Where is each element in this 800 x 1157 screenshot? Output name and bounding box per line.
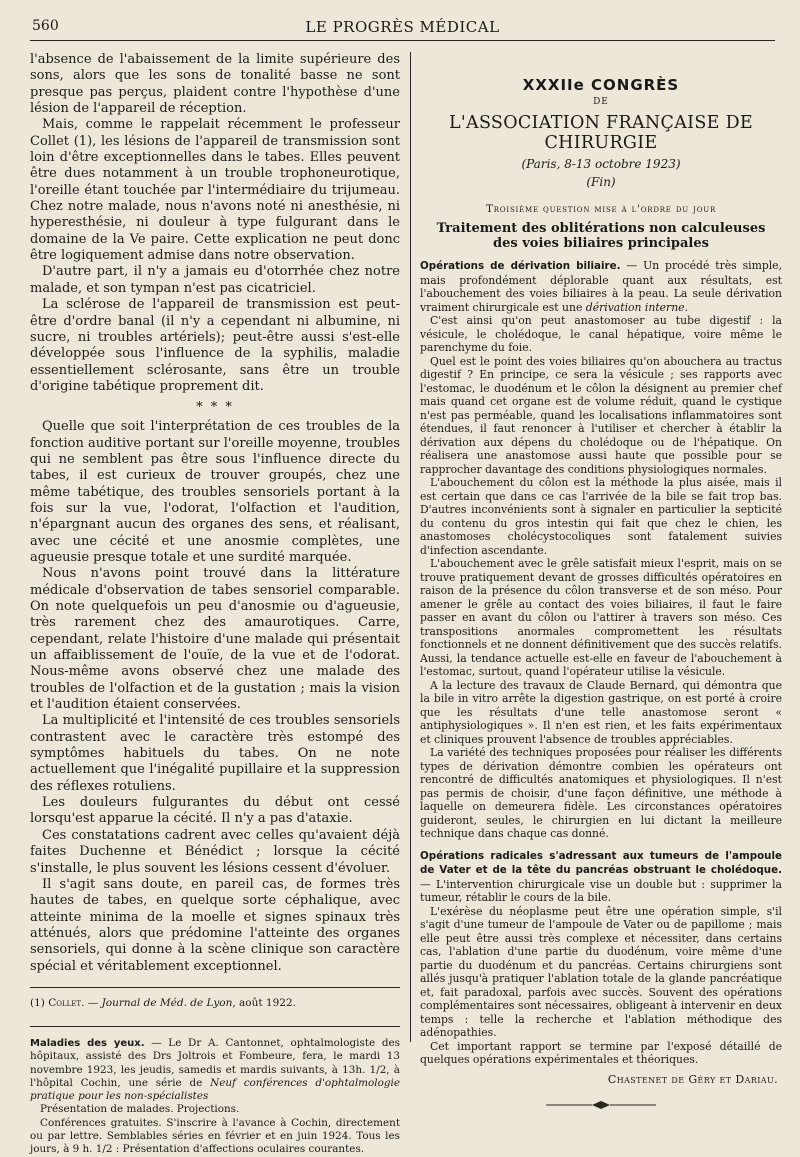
part-marker: (Fin) [586, 175, 616, 189]
paragraph: Les douleurs fulgurantes du début ont cessé lorsqu'est apparue la cécité. Il n'y a pas d'ataxie. [30, 795, 400, 827]
journal-title: LE PROGRÈS MÉDICAL [305, 18, 500, 36]
notice-line: Présentation de malades. Projections. [40, 1103, 240, 1116]
paragraph: Il s'agit sans doute, en pareil cas, de formes très hautes de tabes, en quelque sorte céphalique, avec atteinte minima de la moelle et signes spinaux très atténués, alors que prédomine l'atteinte des organes sensoriels, qui donne à la scène clinique son caractère spécial et véritablement exceptionnel. [30, 876, 400, 974]
paragraph: L'abouchement du côlon est la méthode la plus aisée, mais il est certain que dans ce cas l'arrivée de la bile se fait trop bas. D'autres inconvénients sont à signaler en particulier la septicité du contenu du gros intestin qui fait que chez le chien, les anastomoses cholécystocoliques sont fatalement suivies d'infection ascendante. [420, 476, 782, 557]
paragraph: Quel est le point des voies biliaires qu'on abouchera au tractus digestif ? En principe, ce sera la vésicule ; ses rapports avec l'estomac, le duodénum et le côlon la désignent au premier chef mais quand cet organe est de volume réduit, quand le cystique n'est pas perméable, quand les localisations inflammatoires sont étendues, il faut renoncer à l'utiliser et chercher à établir la dérivation aux dépens du cholédoque ou de l'hépatique. On réalisera une anastomose aussi haute que possible pour se rapprocher davantage des conditions physiologiques normales. [420, 354, 782, 476]
paragraph: La variété des techniques proposées pour réaliser les différents types de dérivation démontre combien les opérateurs ont rencontré de difficultés anatomiques et physiologiques. Il n'est pas permis de choisir, d'une façon définitive, une méthode à laquelle on demeurera fidèle. Les circonstances opératoires guideront, seules, le chirurgien en lui dictant la meilleure technique dans chaque cas donné. [420, 746, 782, 840]
paragraph: D'autre part, il n'y a jamais eu d'otorrhée chez notre malade, et son tympan n'est pas cicatriciel. [30, 264, 400, 296]
block-divider [30, 1026, 400, 1027]
paragraph-text: — Un procédé très simple, mais profondément déplorable quant aux résultats, est l'abouchement des voies biliaires à la peau. La seule dérivation vraiment chirurgicale est une [420, 259, 782, 314]
right-column [420, 52, 782, 1110]
author-signature: Chastenet de Géry et Dariau. [607, 1072, 778, 1086]
congress-heading: XXXIIe CONGRÈS [522, 76, 680, 94]
paragraph: L'exérèse du néoplasme peut être une opération simple, s'il s'agit d'une tumeur de l'ampoule de Vater ou de papillome ; mais elle peut être aussi très complexe et nécessiter, dans certains cas, l'ablation d'une partie du duodénum, voire même d'une partie du duodénum et du pancréas. Certains chirurgiens sont allés jusqu'à pratiquer l'ablation totale de la glande pancréatique et, fait paradoxal, parfois avec succès. Souvent des opérations complémentaires sont nécessaires, obligeant à intervenir en deux temps : telle la recherche et l'ablation méthodique des adénopathies. [420, 904, 782, 1039]
footnote-reference: Journal de Méd. de Lyon, [101, 996, 236, 1009]
page-number: 560 [32, 18, 59, 34]
paragraph-text: — L'intervention chirurgicale vise un double but : supprimer la tumeur, rétablir le cours de la bile. [420, 877, 782, 904]
column-divider [410, 52, 411, 1042]
end-ornament [546, 1100, 656, 1110]
notice-title: Maladies des yeux. [30, 1037, 145, 1049]
subtitle-line: des voies biliaires principales [493, 236, 709, 251]
paragraph [420, 849, 782, 905]
paragraph: La multiplicité et l'intensité de ces troubles sensoriels contrastent avec le caractère très estompé des symptômes habituels du tabes. On ne note actuellement que l'inégalité pupillaire et la suppression des réflexes rotuliens. [30, 713, 400, 794]
running-header [30, 16, 775, 41]
notice-line: Conférences gratuites. S'inscrire à l'avance à Cochin, directement ou par lettre. Semblables séries en février et en juin 1924. Tous les jours, à 9 h. 1/2 : Présentation d'affections oculaires courantes. [30, 1116, 400, 1156]
subtitle-line: Traitement des oblitérations non calculeuses [436, 221, 766, 236]
paragraph: La sclérose de l'appareil de transmission est peut-être d'ordre banal (il n'y a cependant ni albumine, ni sucre, ni troubles artériels); peut-être aussi s'est-elle développée sous l'influence de la syphilis, maladie essentiellement sclérosante, sans être un trouble d'origine tabétique proprement dit. [30, 297, 400, 394]
section-runin: Opérations radicales s'adressant aux tumeurs de l'ampoule de Vater et de la tête du pancréas obstruant le cholédoque. [420, 849, 782, 876]
paragraph: A la lecture des travaux de Claude Bernard, qui démontra que la bile in vitro arrête la digestion gastrique, on est porté à croire que les résultats d'une telle anastomose seront « antiphysiologiques ». Il n'en est rien, et les faits expérimentaux et cliniques prouvent l'absence de troubles appréciables. [420, 678, 782, 746]
section-runin: Opérations de dérivation biliaire. [420, 260, 621, 272]
paragraph: L'abouchement avec le grêle satisfait mieux l'esprit, mais on se trouve pratiquement devant de grosses difficultés opératoires en raison de la présence du côlon transverse et de son méso. Pour amener le grêle au contact des voies biliaires, il faut le faire passer en avant du côlon ou l'attirer à travers son méso. Ces transpositions anormales compromettent les résultats fonctionnels et ne donnent définitivement que des succès relatifs. Aussi, la tendance actuelle est-elle en faveur de l'abouchement à l'estomac, surtout, quand l'opérateur utilise la vésicule. [420, 557, 782, 678]
footnote-number: (1) [30, 996, 45, 1009]
paragraph: Ces constatations cadrent avec celles qu'avaient déjà faites Duchenne et Bénédict ; lorsque la cécité s'installe, le plus souvent les lésions cessent d'évoluer. [30, 827, 400, 876]
association-title: L'ASSOCIATION FRANÇAISE DE CHIRURGIE [448, 113, 754, 153]
left-column [30, 52, 400, 1157]
paragraph: l'absence de l'abaissement de la limite supérieure des sons, alors que les sons de tonalité basse ne sont presque pas perçus, plaident contre l'hypothèse d'une lésion de l'appareil de réception. [30, 52, 400, 117]
paragraph: Cet important rapport se termine par l'exposé détaillé de quelques opérations expérimentales et théoriques. [420, 1039, 782, 1066]
emphasis-text: dérivation interne. [585, 300, 688, 314]
footnote-date: août 1922. [239, 996, 296, 1009]
notice-paragraph [30, 1037, 400, 1103]
footnote: (1) Collet. — Journal de Méd. de Lyon, août 1922. [30, 987, 400, 1010]
section-separator: * * * [196, 400, 234, 416]
congress-dates: (Paris, 8-13 octobre 1923) [521, 157, 681, 171]
paragraph: C'est ainsi qu'on peut anastomoser au tube digestif : la vésicule, le cholédoque, le canal hépatique, voire même le parenchyme du foie. [420, 314, 782, 354]
report-subtitle [420, 221, 782, 251]
paragraph: Mais, comme le rappelait récemment le professeur Collet (1), les lésions de l'appareil de transmission sont loin d'être exceptionnelles dans le tabes. Elles peuvent être dues notamment à un trouble trophoneurotique, l'oreille étant touchée par l'intermédiaire du trijumeau. Chez notre malade, nous n'avons noté ni anesthésie, ni hyperesthésie, ni douleur à type fulgurant dans le domaine de la Ve paire. Cette explication ne peut donc être logiquement admise dans notre observation. [30, 117, 400, 264]
notice-series-title: Neuf conférences d'ophtalmologie pratique pour les non-spécialistes [30, 1076, 400, 1103]
heading-connector: DE [593, 97, 609, 107]
paragraph: Quelle que soit l'interprétation de ces troubles de la fonction auditive portant sur l'oreille moyenne, troubles qui ne semblent pas être sous l'influence directe du tabes, il est curieux de trouver groupés, chez une même tabétique, des troubles sensoriels portant à la fois sur la vue, l'odorat, l'olfaction et l'audition, n'épargnant aucun des organes des sens, et réalisant, avec une cécité et une anosmie complètes, une agueusie presque totale et une surdité marquée. [30, 419, 400, 565]
footnote-author: Collet. [48, 996, 85, 1009]
notice-block [30, 1037, 400, 1157]
paragraph [420, 259, 782, 314]
paragraph: Nous n'avons point trouvé dans la littérature médicale d'observation de tabes sensoriel comparable. On note quelquefois un peu d'anosmie ou d'agueusie, très rarement chez des amaurotiques. Carre, cependant, relate l'histoire d'une malade qui présentait un affaiblissement de l'ouïe, de la vue et de l'odorat. Nous-même avons observé chez une malade des troubles de l'olfaction et de la gustation ; mais la vision et l'audition étaient conservées. [30, 566, 400, 713]
notice-body: — Le Dr A. Cantonnet, ophtalmologiste des hôpitaux, assisté des Drs Joltrois et Fombeure, fera, le mardi 13 novembre 1923, les jeudis, samedis et mardis suivants, à 13h. 1/2, à l'hôpital Cochin, une série de [30, 1036, 400, 1089]
question-heading: Troisième question mise à l'ordre du jour [485, 203, 717, 215]
